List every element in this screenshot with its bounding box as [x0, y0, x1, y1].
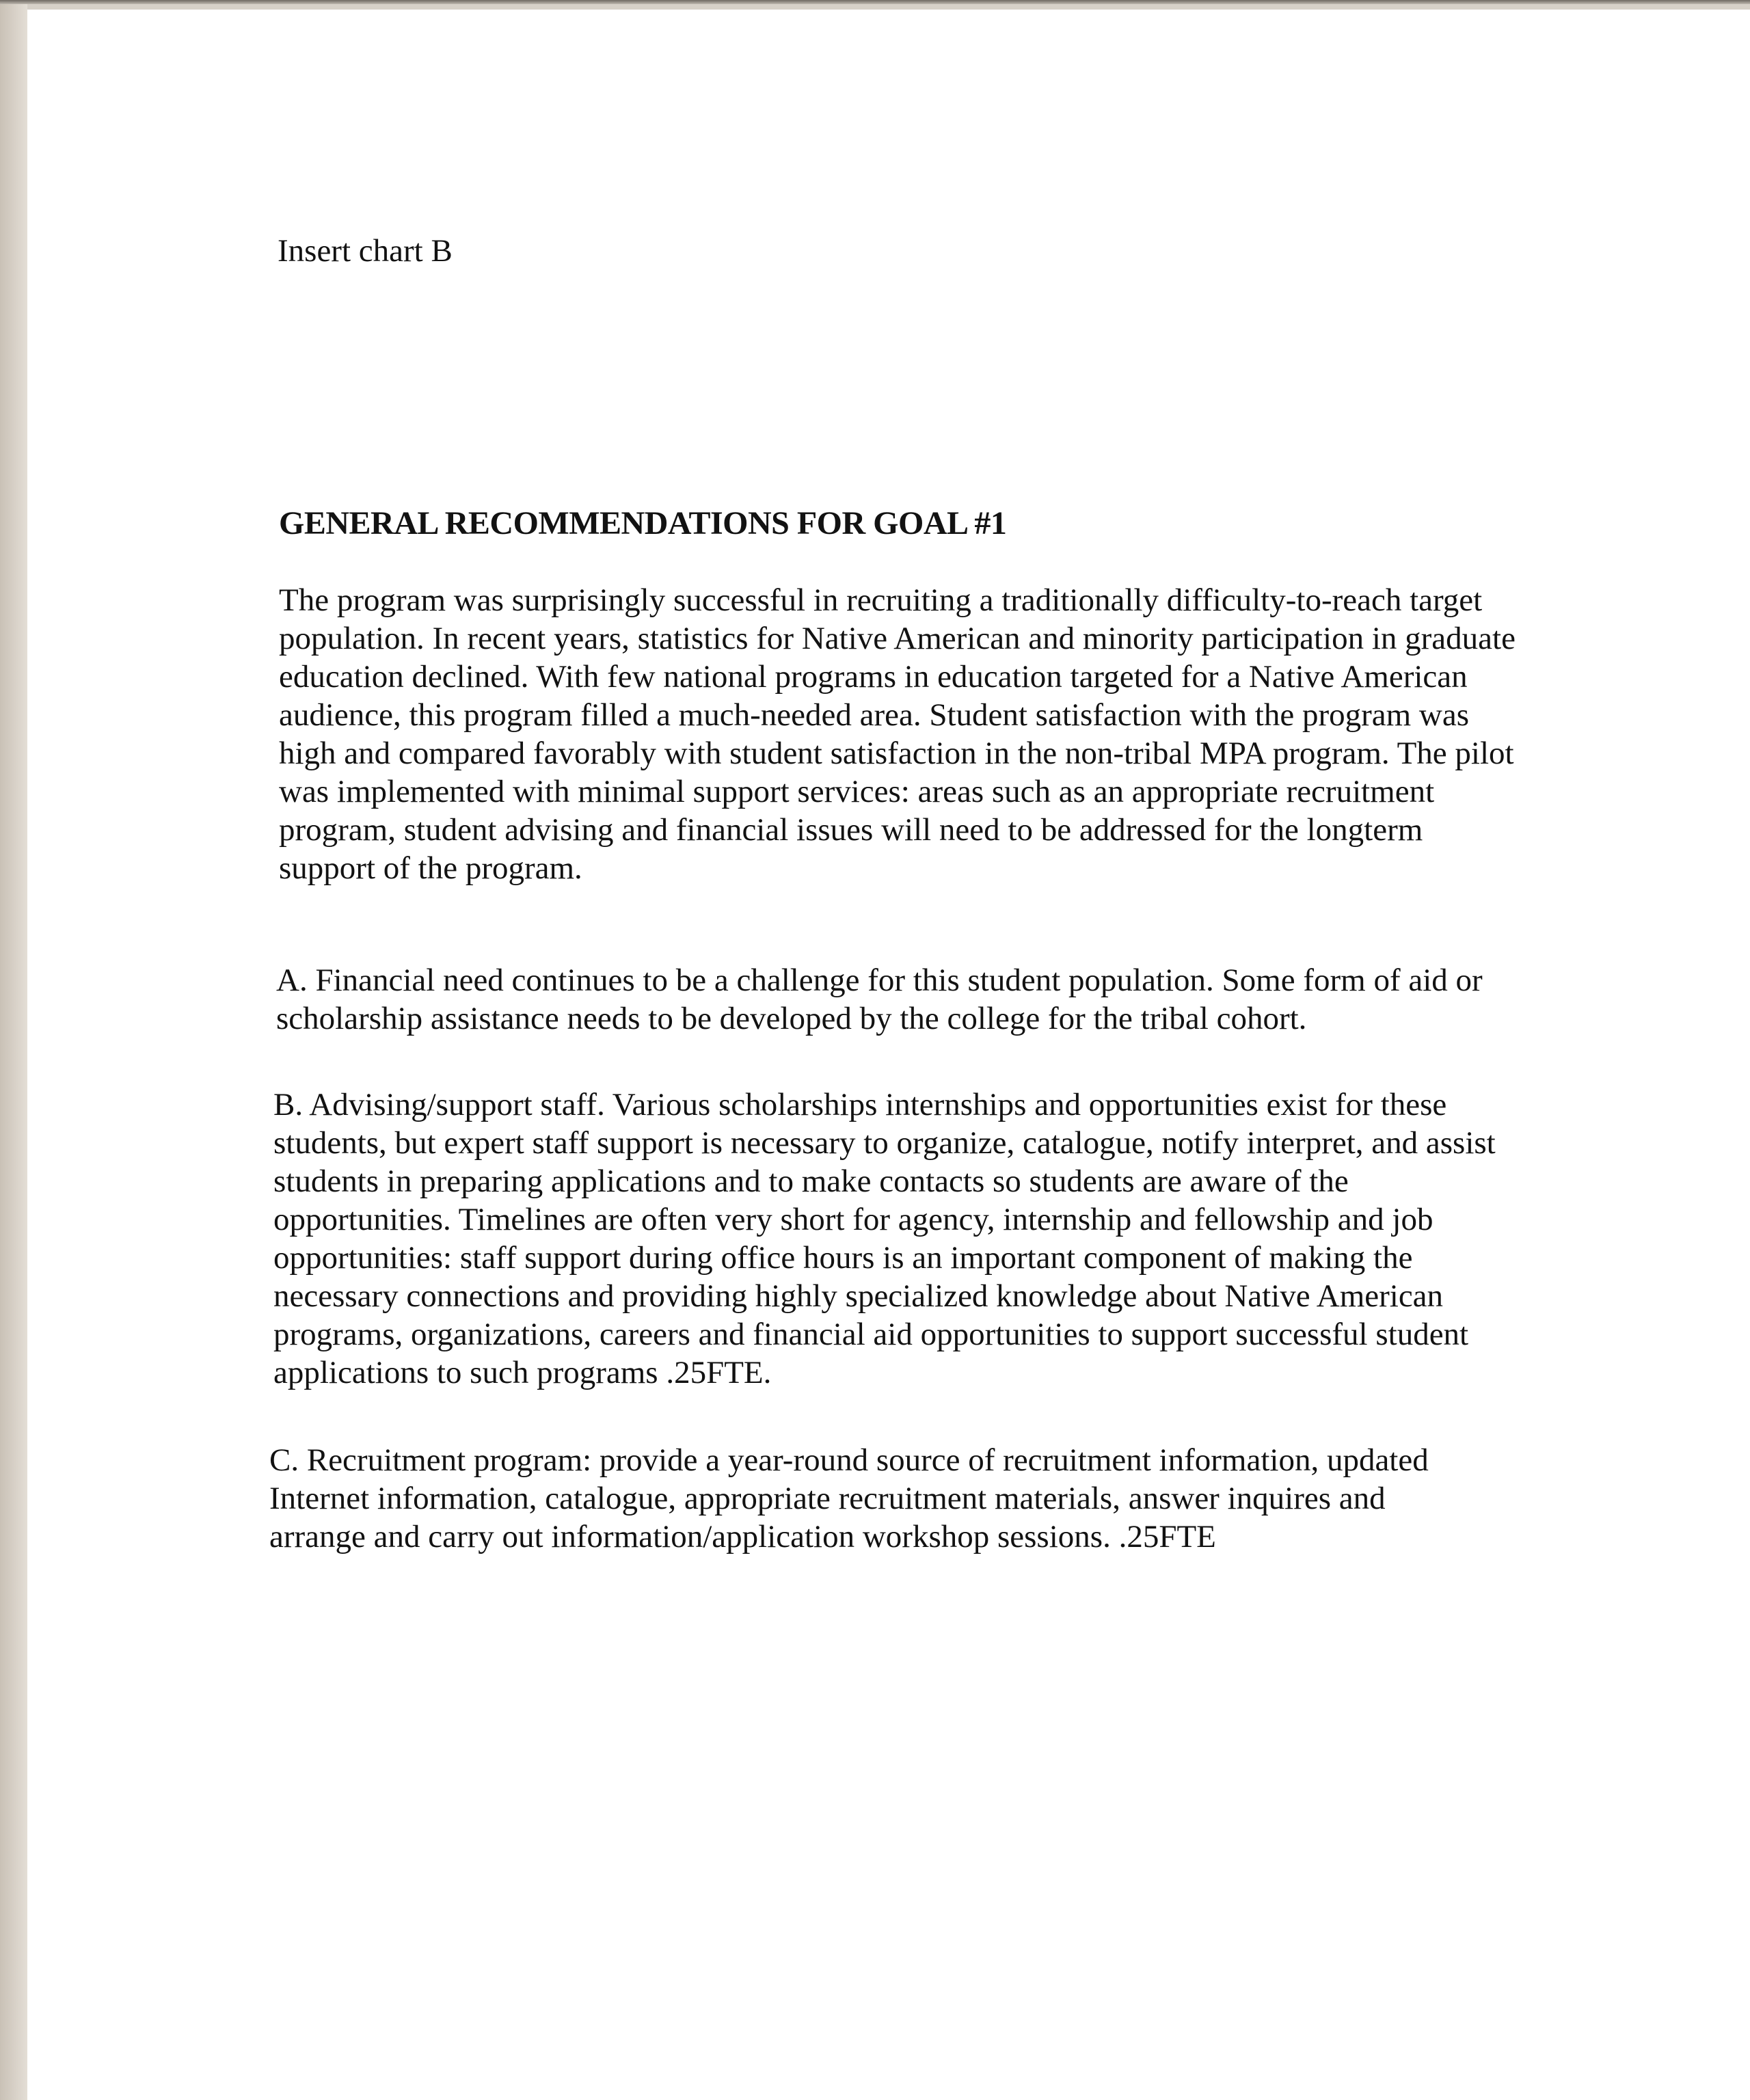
paper-sheet: [27, 10, 1750, 2100]
recommendation-b: B. Advising/support staff. Various scholarships internships and opportunities exist for these students, but expert staff support is necessary to organize, catalogue, notify interpret, and assist students in preparing applications and to make contacts so students are aware of the opportunities. Timelines are often very short for agency, internship and fellowship and job opportunities: staff support during office hours is an important component of making the necessary connections and providing highly specialized knowledge about Native American programs, organizations, careers and financial aid opportunities to support successful student applications to such programs .25FTE.: [273, 1087, 1496, 1390]
recommendation-c: C. Recruitment program: provide a year-round source of recruitment information, updated Internet information, catalogue, appropriate recruitment materials, answer inquires and arrange and carry out information/application workshop sessions. .25FTE: [269, 1442, 1429, 1554]
paper-left-edge: [0, 0, 27, 2100]
insert-chart-note: Insert chart B: [278, 233, 453, 269]
paper-top-edge: [0, 0, 1750, 4]
intro-paragraph: The program was surprisingly successful in recruiting a traditionally difficulty-to-reach target population. In recent years, statistics for Native American and minority participation in graduate education declined. With few national programs in education targeted for a Native American audience, this program filled a much-needed area. Student satisfaction with the program was high and compared favorably with student satisfaction in the non-tribal MPA program. The pilot was implemented with minimal support services: areas such as an appropriate recruitment program, student advising and financial issues will need to be addressed for the longterm support of the program.: [279, 582, 1516, 886]
recommendation-a: A. Financial need continues to be a challenge for this student population. Some form of aid or scholarship assistance needs to be developed by the college for the tribal cohort.: [276, 962, 1483, 1036]
section-heading: GENERAL RECOMMENDATIONS FOR GOAL #1: [279, 505, 1007, 541]
